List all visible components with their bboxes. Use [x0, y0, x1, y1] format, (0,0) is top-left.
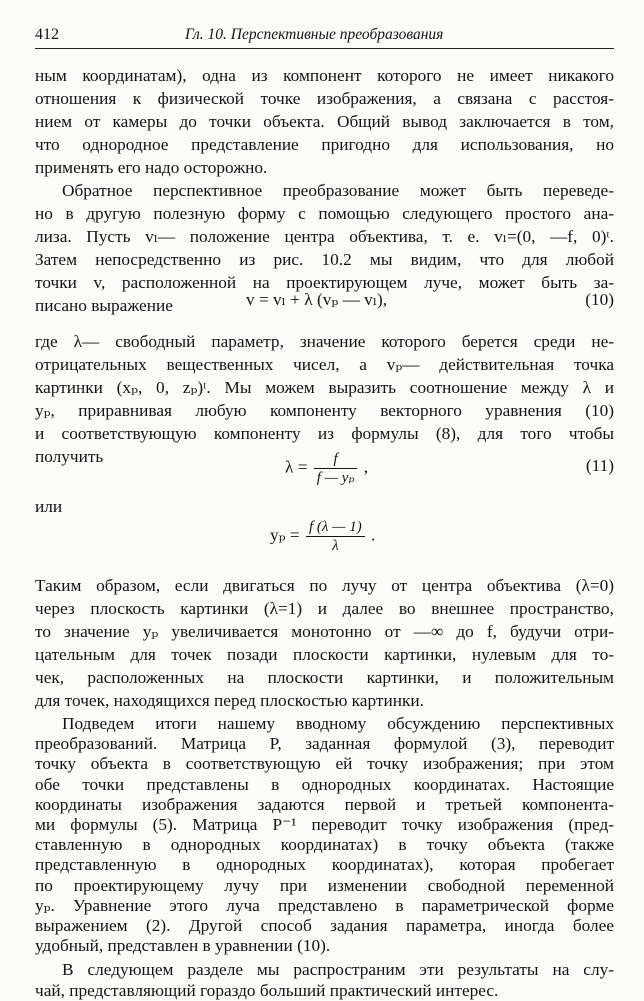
text-line: преобразований. Матрица P, заданная формулой (3), переводит	[35, 734, 614, 754]
text-line: точку объекта в соответствующую ей точку изображения; при этом	[35, 754, 614, 774]
eq11-numerator: f	[333, 451, 338, 467]
eq12-fraction	[306, 518, 365, 555]
eq11-lhs: λ =	[285, 457, 308, 477]
text-line: где λ— свободный параметр, значение которого берется среди не-	[35, 332, 614, 351]
text-line: и соответствующую компоненту из формулы (8), для того чтобы	[35, 424, 614, 443]
text-line: лиза. Пусть vₗ— положение центра объектива, т. е. vₗ=(0, —f, 0)ᵗ.	[35, 227, 614, 246]
text-line: через плоскость картинки (λ=1) и далее во внешнее пространство,	[35, 599, 614, 618]
eq11-denominator: f — yₚ	[314, 468, 358, 487]
text-line: нием от камеры до точки объекта. Общий вывод заключается в том,	[35, 112, 614, 131]
equation-12	[270, 518, 375, 555]
page-number: 412	[35, 26, 59, 43]
running-title: Гл. 10. Перспективные преобразования	[185, 26, 444, 43]
text-line: выражением (2). Другой способ задания параметра, иногда более	[35, 916, 614, 935]
text-line: чек, расположенных на плоскости картинки, и положительным	[35, 668, 614, 687]
text-line: отрицательных вещественных чисел, а vₚ— действительная точка	[35, 355, 614, 374]
text-line: точки v, расположенной на проектирующем луче, может быть за-	[35, 273, 614, 292]
text-line: картинки (xₚ, 0, zₚ)ᵗ. Мы можем выразить соотношение между λ и	[35, 378, 614, 397]
eq12-numerator: f (λ — 1)	[308, 519, 362, 535]
page-header	[35, 26, 614, 48]
text-line: или	[35, 497, 63, 516]
text-line: что однородное представление пригодно для использования, но	[35, 135, 614, 154]
equation-number: (10)	[585, 290, 614, 309]
text-line: то значение yₚ увеличивается монотонно от —∞ до f, будучи отри-	[35, 622, 614, 641]
text-line: цательным для точек позади плоскости картинки, нулевым для то-	[35, 645, 614, 664]
text-line: координаты изображения задаются первой и третьей компонента-	[35, 794, 614, 814]
eq12-denominator: λ	[306, 536, 365, 555]
text-line: yₚ. Уравнение этого луча представлено в параметрической форме	[35, 895, 614, 915]
eq12-tail: .	[371, 525, 376, 545]
equation-10: v = vₗ + λ (vₚ — vₗ),	[246, 290, 388, 309]
text-line: чай, представляющий гораздо больший практический интерес.	[35, 980, 499, 1000]
text-line: Затем непосредственно из рис. 10.2 мы видим, что для любой	[35, 250, 614, 269]
text-line: Таким образом, если двигаться по лучу от центра объектива (λ=0)	[35, 576, 614, 595]
text-line: Подведем итоги нашему вводному обсуждению перспективных	[62, 714, 614, 733]
equation-number: (11)	[585, 456, 614, 475]
text-line: обе точки представлены в однородных координатах. Настоящие	[35, 774, 614, 794]
eq11-tail: ,	[363, 457, 369, 477]
text-line: удобный, представлен в уравнении (10).	[35, 936, 331, 956]
text-line: для точек, находящихся перед плоскостью картинки.	[35, 691, 424, 710]
text-line: писано выражение	[35, 296, 173, 315]
text-line: ми формулы (5). Матрица P⁻¹ переводит точку изображения (пред-	[35, 815, 614, 834]
text-line: но в другую полезную форму с помощью следующего простого ана-	[35, 204, 614, 223]
text-line: отношения к физической точке изображения, а связана с расстоя-	[35, 89, 614, 108]
eq11-fraction	[314, 450, 358, 487]
text-line: по проектирующему лучу при изменении свободной переменной	[35, 875, 614, 895]
text-line: Обратное перспективное преобразование может быть переведе-	[62, 181, 614, 200]
text-line: представленную в однородных координатах), которая пробегает	[35, 855, 614, 875]
text-line: применять его надо осторожно.	[35, 158, 268, 177]
text-line: ставленную в однородных координатах) в точку объекта (также	[35, 835, 614, 855]
text-line: В следующем разделе мы распространим эти результаты на слу-	[62, 960, 614, 980]
equation-11	[285, 450, 368, 487]
eq12-lhs: yₚ =	[270, 525, 300, 545]
text-line: ным координатам), одна из компонент которого не имеет никакого	[35, 66, 614, 85]
header-rule	[35, 48, 614, 49]
text-line: yₚ, приравнивая любую компоненту векторного уравнения (10)	[35, 401, 614, 420]
text-line: получить	[35, 447, 104, 466]
